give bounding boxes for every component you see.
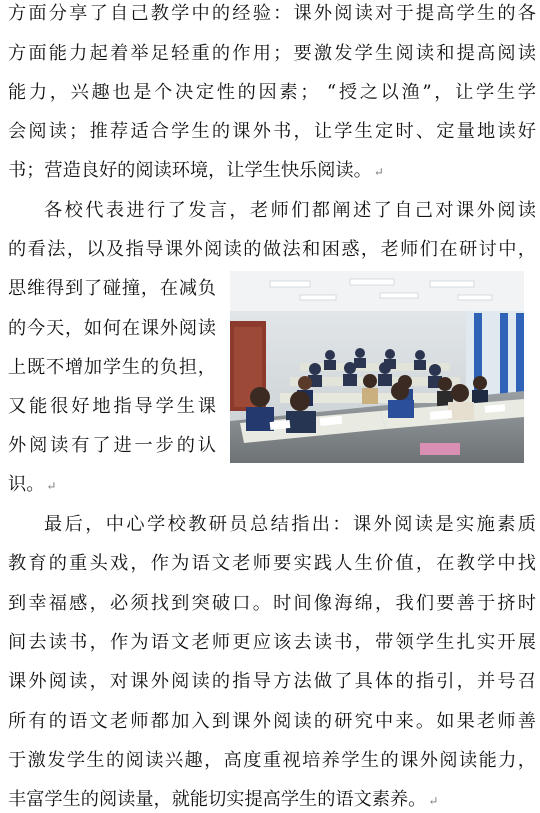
classroom-photo-illustration <box>230 271 524 463</box>
paragraph-mark: ↵ <box>373 165 384 179</box>
paragraph-2-line-2: 的看法，以及指导课外阅读的做法和困惑，老师们在研讨中， <box>8 239 536 260</box>
paragraph-3-line-8-text: 丰富学生的阅读量，就能切实提高学生的语文素养。 <box>8 789 427 810</box>
paragraph-3-line-8 <box>8 790 536 811</box>
paragraph-1-line-3: 能力，兴趣也是个决定性的因素； “授之以渔”，让学生学 <box>8 82 536 103</box>
paragraph-3-line-5: 课外阅读，对课外阅读的指导方法做了具体的指引，并号召 <box>8 671 536 692</box>
paragraph-2-line-3: 思维得到了碰撞，在减负 <box>8 278 216 299</box>
paragraph-2-line-1: 各校代表进行了发言，老师们都阐述了自己对课外阅读 <box>44 200 536 221</box>
paragraph-mark: ↵ <box>428 794 439 808</box>
paragraph-1-line-1: 方面分享了自己教学中的经验：课外阅读对于提高学生的各 <box>8 3 536 24</box>
paragraph-2-line-8-text: 识。 <box>8 474 45 495</box>
paragraph-mark: ↵ <box>46 479 57 493</box>
paragraph-3-line-4: 间去读书，作为语文老师更应该去读书，带领学生扎实开展 <box>8 632 536 653</box>
paragraph-3-line-7: 于激发学生的阅读兴趣，高度重视培养学生的课外阅读能力， <box>8 750 536 771</box>
paragraph-1-line-5-text: 书；营造良好的阅读环境，让学生快乐阅读。 <box>8 160 372 181</box>
paragraph-1-line-5 <box>8 161 536 182</box>
paragraph-2-line-6: 又能很好地指导学生课 <box>8 396 216 417</box>
paragraph-1-line-2: 方面能力起着举足轻重的作用；要激发学生阅读和提高阅读 <box>8 43 536 64</box>
paragraph-3-line-6: 所有的语文老师都加入到课外阅读的研究中来。如果老师善 <box>8 711 536 732</box>
paragraph-2-line-4: 的今天，如何在课外阅读 <box>8 318 216 339</box>
paragraph-1-line-4: 会阅读；推荐适合学生的课外书，让学生定时、定量地读好 <box>8 121 536 142</box>
paragraph-2-line-5: 上既不增加学生的负担， <box>8 357 216 378</box>
paragraph-3-line-2: 教育的重头戏，作为语文老师要实践人生价值，在教学中找 <box>8 553 536 574</box>
paragraph-3-line-3: 到幸福感，必须找到突破口。时间像海绵，我们要善于挤时 <box>8 593 536 614</box>
paragraph-3-line-1: 最后，中心学校教研员总结指出：课外阅读是实施素质 <box>44 514 536 535</box>
paragraph-2-line-8 <box>8 475 536 496</box>
classroom-photo <box>230 271 524 463</box>
paragraph-2-line-7: 外阅读有了进一步的认 <box>8 435 216 456</box>
